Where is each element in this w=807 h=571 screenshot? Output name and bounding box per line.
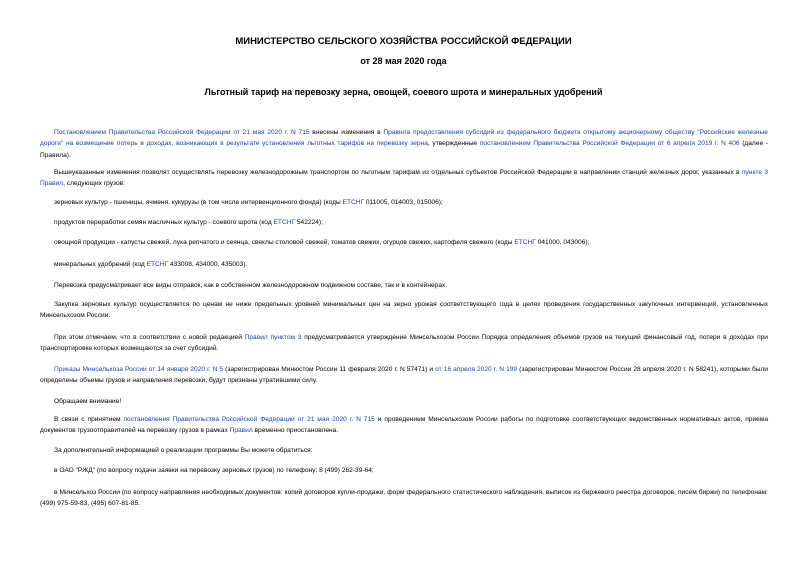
paragraph-contacts: За дополнительной информацией о реализации программы Вы можете обратиться: xyxy=(54,447,313,454)
list-item-soy: продуктов переработки семян масличных культур - соевого шрота (код ЕТСНГ 542224); xyxy=(54,219,323,226)
resolution-406-link[interactable]: постановлением Правительства Российской Федерации от 6 апреля 2019 г. N 406 xyxy=(479,140,740,148)
document-title: Льготный тариф на перевозку зерна, овощей, соевого шрота и минеральных удобрений xyxy=(204,87,603,97)
paragraph-attention: Обращаем внимание! xyxy=(54,398,122,405)
etsng-link[interactable]: ЕТСНГ xyxy=(342,199,365,206)
paragraph-shipments: Перевозка предусматривает все виды отправок, как в собственном железнодорожном подвижном составе, так и в контейнерах. xyxy=(54,282,448,289)
rules-link[interactable]: Правил xyxy=(229,427,253,435)
etsng-link[interactable]: ЕТСНГ xyxy=(273,219,296,226)
ministry-heading: МИНИСТЕРСТВО СЕЛЬСКОГО ХОЗЯЙСТВА РОССИЙСКОЙ ФЕДЕРАЦИИ xyxy=(235,36,572,47)
paragraph-suspension: В связи с принятием постановления Правительства Российской Федерации от 21 мая 2020 г. N 715 и проведением Минсельхозом России работы по подготовке соответствующих ведомственных нормативных актов, приема документов грузоотправителей на перевозку грузов в рамках Правил временно приостановлена. xyxy=(40,416,769,435)
resolution-715-link[interactable]: постановления Правительства Российской Федерации от 21 мая 2020 г. N 715 xyxy=(123,416,375,423)
resolution-715-link[interactable]: Постановлением Правительства Российской Федерации от 21 мая 2020 г. N 715 xyxy=(54,129,310,136)
paragraph-ministry-phone: в Минсельхоз России (по вопросу направления необходимых документов: копий договоров купли-продажи, форм федерального статистического наблюдения, выписок из биржевого реестра договоров, писем биржи) по телефонам: (499) 975-59-83, (495) 607-81-85. xyxy=(40,489,768,508)
subsidy-rules-link[interactable]: Правила предоставления субсидий из федерального бюджета открытому акционерному обществу "Российские железные дороги" на возмещение потерь в доходах, возникающих в результате установления льготных тарифов на перевозку зерна xyxy=(40,129,768,148)
paragraph-changes: Вышеуказанные изменения позволят осуществлять перевозку железнодорожным транспортом по льготным тарифам из отдельных субъектов Российской Федерации в направлении станций железных дорог, указанных в пункте 3 Правил, следующих грузов: xyxy=(40,169,768,188)
order-5-link[interactable]: Приказы Минсельхоза России от 14 января 2020 г. N 5 xyxy=(54,366,224,373)
rules-point-3-link[interactable]: пункте 3 Правил xyxy=(40,169,768,188)
paragraph-orders: Приказы Минсельхоза России от 14 января 2020 г. N 5 (зарегистрирован Минюстом России 11 февраля 2020 г. N 57471) и от 16 апреля 2020 г. N 199 (зарегистрирован Минюстом России 28 апреля 2020 г. N 58241), которыми были определены объемы грузов и направления перевозки, будут признаны утратившими силу. xyxy=(40,366,768,385)
etsng-link[interactable]: ЕТСНГ xyxy=(514,239,536,246)
paragraph-grain-purchase: Закупка зерновых культур осуществляется по ценам не ниже предельных уровней минимальных цен на зерно урожая соответствующего года в целях проведения государственных закупочных интервенций, установленных Минсельхозом России. xyxy=(40,301,768,320)
rules-point-3-link[interactable]: Правил пунктом 3 xyxy=(244,334,302,341)
order-199-link[interactable]: от 16 апреля 2020 г. N 199 xyxy=(435,366,518,373)
list-item-fertilizers: минеральных удобрений (код ЕТСНГ 433008, 434000, 435003). xyxy=(54,261,248,268)
list-item-grain: зерновых культур - пшеницы, ячменя, кукурузы (в том числе интервенционного фонда) (коды ЕТСНГ 011005, 014003, 015006); xyxy=(54,199,443,206)
paragraph-rzd-phone: в ОАО "РЖД" (по вопросу подачи заявки на перевозку зерновых грузов) по телефону: 8 (499) 262-39-64; xyxy=(54,467,374,474)
paragraph-new-rules: При этом отмечаем, что в соответствии с новой редакцией Правил пунктом 3 предусматривается утверждение Минсельхозом России Порядка определения объемов грузов на текущий финансовый год, потери в доходах при транспортировке которых возмещаются за счет субсидий. xyxy=(40,334,768,353)
list-item-vegetables: овощной продукции - капусты свежей, лука репчатого и сеянца, свеклы столовой свежей, томатов свежих, огурцов свежих, картофеля свежего (коды ЕТСНГ 041000, 043006); xyxy=(54,239,590,246)
paragraph-intro: Постановлением Правительства Российской Федерации от 21 мая 2020 г. N 715 внесены изменения в Правила предоставления субсидий из федерального бюджета открытому акционерному обществу "Российские железные дороги" на возмещение потерь в доходах, возникающих в результате установления льготных тарифов на перевозку зерна, утвержденные постановлением Правительства Российской Федерации от 6 апреля 2019 г. N 406 (далее - Правила). xyxy=(40,129,768,159)
document-date: от 28 мая 2020 года xyxy=(360,56,447,66)
etsng-link[interactable]: ЕТСНГ xyxy=(146,261,169,268)
